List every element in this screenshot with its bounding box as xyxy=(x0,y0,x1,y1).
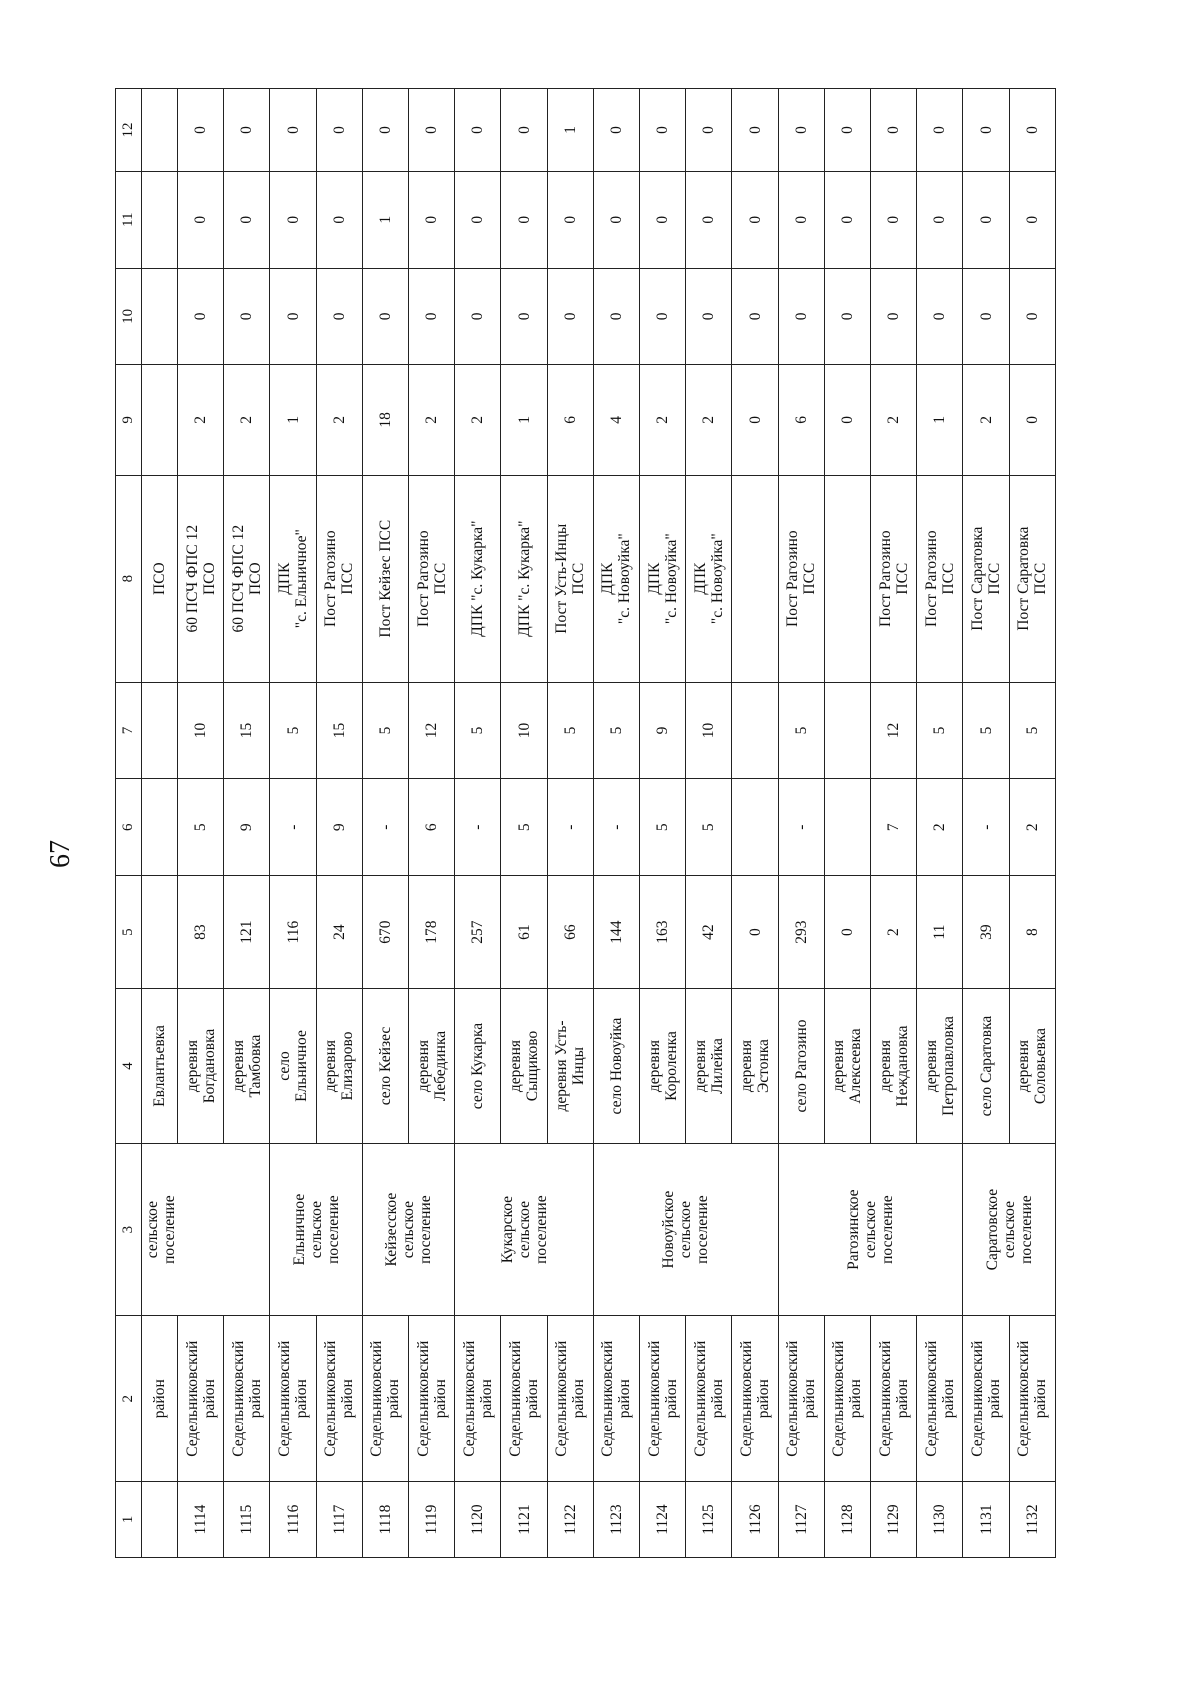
cell-value: 0 xyxy=(824,876,870,989)
cell-value: 0 xyxy=(316,268,362,365)
cell-value: 0 xyxy=(547,171,593,268)
cell-fire-unit: Пост Саратовка ПСС xyxy=(1009,475,1055,682)
cell-row-number: 1114 xyxy=(178,1482,224,1558)
cell-value xyxy=(142,89,178,172)
cell-value: 10 xyxy=(501,682,547,779)
cell-value: 6 xyxy=(547,365,593,475)
cell-value xyxy=(824,682,870,779)
cell-value: 0 xyxy=(732,89,778,172)
cell-locality: деревня Соловьевка xyxy=(1009,989,1055,1144)
cell-locality: деревня Эстонка xyxy=(732,989,778,1144)
cell-locality: Евлантьевка xyxy=(142,989,178,1144)
cell-value: 5 xyxy=(778,682,824,779)
cell-value: 2 xyxy=(178,365,224,475)
cell-row-number: 1119 xyxy=(409,1482,455,1558)
cell-value: 11 xyxy=(917,876,963,989)
column-number: 12 xyxy=(116,89,142,172)
table-row xyxy=(732,89,778,1558)
cell-value: 1 xyxy=(362,171,408,268)
cell-value: 0 xyxy=(178,171,224,268)
cell-district: Седельниковский район xyxy=(178,1316,224,1482)
table-row xyxy=(316,89,362,1558)
cell-value: 0 xyxy=(963,89,1009,172)
cell-value: 61 xyxy=(501,876,547,989)
cell-row-number: 1121 xyxy=(501,1482,547,1558)
cell-locality: деревня Лебединка xyxy=(409,989,455,1144)
cell-value: 12 xyxy=(871,682,917,779)
cell-value: 0 xyxy=(871,268,917,365)
cell-fire-unit: Пост Рагозино ПСС xyxy=(409,475,455,682)
cell-value: 0 xyxy=(963,171,1009,268)
cell-row-number: 1125 xyxy=(686,1482,732,1558)
continuation-row xyxy=(142,89,178,1558)
column-number: 5 xyxy=(116,876,142,989)
cell-value: 0 xyxy=(501,268,547,365)
cell-value: - xyxy=(362,779,408,876)
cell-value: - xyxy=(778,779,824,876)
cell-value: 0 xyxy=(1009,89,1055,172)
cell-value: 18 xyxy=(362,365,408,475)
cell-fire-unit xyxy=(824,475,870,682)
cell-value: 2 xyxy=(316,365,362,475)
table-row xyxy=(778,89,824,1558)
cell-value: 2 xyxy=(224,365,270,475)
cell-fire-unit: ДПК "с. Кукарка" xyxy=(501,475,547,682)
cell-locality: село Рагозино xyxy=(778,989,824,1144)
cell-value: 2 xyxy=(409,365,455,475)
cell-row-number: 1128 xyxy=(824,1482,870,1558)
table-row xyxy=(270,89,316,1558)
cell-value: 5 xyxy=(963,682,1009,779)
cell-locality: село Саратовка xyxy=(963,989,1009,1144)
cell-district: Седельниковский район xyxy=(686,1316,732,1482)
table-row xyxy=(871,89,917,1558)
cell-value: 42 xyxy=(686,876,732,989)
cell-value: 2 xyxy=(686,365,732,475)
cell-value: 0 xyxy=(409,89,455,172)
cell-value: 12 xyxy=(409,682,455,779)
cell-locality: деревня Богдановка xyxy=(178,989,224,1144)
cell-value: 0 xyxy=(732,171,778,268)
table-row xyxy=(686,89,732,1558)
cell-value: 2 xyxy=(455,365,501,475)
cell-value: 5 xyxy=(270,682,316,779)
cell-district: Седельниковский район xyxy=(732,1316,778,1482)
cell-value: - xyxy=(963,779,1009,876)
cell-row-number: 1126 xyxy=(732,1482,778,1558)
cell-value: 0 xyxy=(224,171,270,268)
cell-locality: деревня Неждановка xyxy=(871,989,917,1144)
cell-district: Седельниковский район xyxy=(270,1316,316,1482)
cell-value: 178 xyxy=(409,876,455,989)
cell-locality: деревня Лилейка xyxy=(686,989,732,1144)
cell-district: Седельниковский район xyxy=(316,1316,362,1482)
cell-value: 0 xyxy=(686,268,732,365)
cell-value: 0 xyxy=(917,268,963,365)
cell-row-number: 1123 xyxy=(593,1482,639,1558)
cell-value xyxy=(142,876,178,989)
cell-value: 0 xyxy=(409,171,455,268)
table-row xyxy=(640,89,686,1558)
cell-value: 0 xyxy=(270,268,316,365)
table-row xyxy=(178,89,224,1558)
cell-value: 0 xyxy=(824,89,870,172)
cell-value: 0 xyxy=(270,171,316,268)
cell-value: 5 xyxy=(640,779,686,876)
cell-value: 24 xyxy=(316,876,362,989)
cell-value: 6 xyxy=(778,365,824,475)
cell-row-number xyxy=(142,1482,178,1558)
cell-value: 121 xyxy=(224,876,270,989)
cell-row-number: 1116 xyxy=(270,1482,316,1558)
cell-value: 5 xyxy=(178,779,224,876)
cell-value: 83 xyxy=(178,876,224,989)
cell-value: 8 xyxy=(1009,876,1055,989)
cell-settlement: Рагозинское сельское поселение xyxy=(778,1143,963,1316)
cell-row-number: 1127 xyxy=(778,1482,824,1558)
page-number: 67 xyxy=(45,840,76,868)
cell-row-number: 1120 xyxy=(455,1482,501,1558)
cell-value xyxy=(732,779,778,876)
cell-value: 2 xyxy=(1009,779,1055,876)
cell-locality: село Новоуйка xyxy=(593,989,639,1144)
cell-fire-unit: 60 ПСЧ ФПС 12 ПСО xyxy=(224,475,270,682)
cell-district: Седельниковский район xyxy=(640,1316,686,1482)
cell-fire-unit: ДПК "с. Новоуйка" xyxy=(593,475,639,682)
cell-value: 0 xyxy=(824,365,870,475)
table-row xyxy=(224,89,270,1558)
cell-value: - xyxy=(270,779,316,876)
column-number: 11 xyxy=(116,171,142,268)
cell-fire-unit: Пост Рагозино ПСС xyxy=(917,475,963,682)
cell-value: 2 xyxy=(640,365,686,475)
cell-value: 0 xyxy=(316,89,362,172)
cell-value xyxy=(142,171,178,268)
cell-value: 0 xyxy=(640,268,686,365)
table-row xyxy=(963,89,1009,1558)
column-number: 8 xyxy=(116,475,142,682)
rotated-table-container xyxy=(115,88,1055,1558)
cell-row-number: 1129 xyxy=(871,1482,917,1558)
cell-value: 0 xyxy=(824,268,870,365)
cell-value: 1 xyxy=(917,365,963,475)
cell-district: Седельниковский район xyxy=(455,1316,501,1482)
cell-value: 5 xyxy=(917,682,963,779)
cell-value: 0 xyxy=(270,89,316,172)
cell-fire-unit: ДПК "с. Новоуйка" xyxy=(640,475,686,682)
cell-value: 0 xyxy=(778,268,824,365)
cell-value: 15 xyxy=(224,682,270,779)
cell-value: 0 xyxy=(362,89,408,172)
cell-value: 0 xyxy=(732,876,778,989)
table-row xyxy=(501,89,547,1558)
cell-value: 0 xyxy=(409,268,455,365)
column-number: 2 xyxy=(116,1316,142,1482)
cell-value: 0 xyxy=(732,365,778,475)
cell-locality: деревня Елизарово xyxy=(316,989,362,1144)
cell-value: 0 xyxy=(593,171,639,268)
cell-value: 0 xyxy=(686,171,732,268)
cell-value: 4 xyxy=(593,365,639,475)
cell-row-number: 1122 xyxy=(547,1482,593,1558)
cell-value: 293 xyxy=(778,876,824,989)
cell-value: 2 xyxy=(871,876,917,989)
cell-locality: деревня Усть- Инцы xyxy=(547,989,593,1144)
cell-value: 0 xyxy=(640,89,686,172)
column-number: 3 xyxy=(116,1143,142,1316)
cell-value xyxy=(142,268,178,365)
cell-value: 9 xyxy=(316,779,362,876)
cell-district: Седельниковский район xyxy=(1009,1316,1055,1482)
cell-value: 0 xyxy=(362,268,408,365)
cell-value: 0 xyxy=(917,171,963,268)
cell-fire-unit: ПСО xyxy=(142,475,178,682)
cell-value: 10 xyxy=(686,682,732,779)
table-row xyxy=(1009,89,1055,1558)
cell-fire-unit: ДПК "с. Ельничное" xyxy=(270,475,316,682)
cell-value: 1 xyxy=(547,89,593,172)
cell-value xyxy=(824,779,870,876)
cell-value: 0 xyxy=(455,268,501,365)
cell-value: 0 xyxy=(1009,365,1055,475)
cell-district: Седельниковский район xyxy=(871,1316,917,1482)
column-number: 4 xyxy=(116,989,142,1144)
cell-district: Седельниковский район xyxy=(917,1316,963,1482)
cell-value: 0 xyxy=(178,89,224,172)
cell-value: 5 xyxy=(547,682,593,779)
cell-value: 5 xyxy=(686,779,732,876)
cell-locality: село Кейзес xyxy=(362,989,408,1144)
cell-value: 0 xyxy=(871,171,917,268)
cell-row-number: 1131 xyxy=(963,1482,1009,1558)
cell-value: 0 xyxy=(871,89,917,172)
cell-locality: деревня Тамбовка xyxy=(224,989,270,1144)
column-number: 10 xyxy=(116,268,142,365)
table-row xyxy=(824,89,870,1558)
cell-settlement: сельское поселение xyxy=(142,1143,270,1316)
cell-fire-unit: Пост Рагозино ПСС xyxy=(316,475,362,682)
cell-value: 6 xyxy=(409,779,455,876)
cell-value: 7 xyxy=(871,779,917,876)
cell-value: 0 xyxy=(224,268,270,365)
cell-value: 163 xyxy=(640,876,686,989)
cell-value: 5 xyxy=(593,682,639,779)
cell-row-number: 1118 xyxy=(362,1482,408,1558)
cell-value: 0 xyxy=(316,171,362,268)
cell-fire-unit: Пост Рагозино ПСС xyxy=(871,475,917,682)
cell-value: 0 xyxy=(824,171,870,268)
table-row xyxy=(547,89,593,1558)
cell-value xyxy=(142,365,178,475)
column-number: 9 xyxy=(116,365,142,475)
cell-value: 0 xyxy=(778,171,824,268)
cell-locality: деревня Короленка xyxy=(640,989,686,1144)
cell-value xyxy=(732,682,778,779)
cell-district: Седельниковский район xyxy=(593,1316,639,1482)
data-table xyxy=(115,88,1056,1558)
cell-value: 1 xyxy=(501,365,547,475)
cell-value: 670 xyxy=(362,876,408,989)
cell-fire-unit: Пост Рагозино ПСС xyxy=(778,475,824,682)
cell-value: 2 xyxy=(917,779,963,876)
cell-value: 15 xyxy=(316,682,362,779)
cell-value: 0 xyxy=(963,268,1009,365)
cell-settlement: Кукарское сельское поселение xyxy=(455,1143,594,1316)
cell-value: 0 xyxy=(778,89,824,172)
cell-district: Седельниковский район xyxy=(362,1316,408,1482)
table-row xyxy=(409,89,455,1558)
cell-value: 144 xyxy=(593,876,639,989)
column-number: 6 xyxy=(116,779,142,876)
column-number: 7 xyxy=(116,682,142,779)
cell-value: 1 xyxy=(270,365,316,475)
cell-locality: село Кукарка xyxy=(455,989,501,1144)
column-number: 1 xyxy=(116,1482,142,1558)
cell-fire-unit: ДПК "с. Кукарка" xyxy=(455,475,501,682)
cell-value: - xyxy=(593,779,639,876)
cell-value: 0 xyxy=(1009,268,1055,365)
cell-value: 0 xyxy=(686,89,732,172)
cell-fire-unit: ДПК "с. Новоуйка" xyxy=(686,475,732,682)
cell-row-number: 1124 xyxy=(640,1482,686,1558)
cell-value: 0 xyxy=(640,171,686,268)
cell-locality: деревня Сыщиково xyxy=(501,989,547,1144)
cell-district: Седельниковский район xyxy=(409,1316,455,1482)
cell-row-number: 1115 xyxy=(224,1482,270,1558)
cell-value: 0 xyxy=(178,268,224,365)
cell-row-number: 1132 xyxy=(1009,1482,1055,1558)
cell-value: 9 xyxy=(224,779,270,876)
cell-value: 5 xyxy=(362,682,408,779)
cell-district: Седельниковский район xyxy=(547,1316,593,1482)
column-number-row xyxy=(116,89,142,1558)
cell-district: Седельниковский район xyxy=(224,1316,270,1482)
cell-value: - xyxy=(547,779,593,876)
cell-row-number: 1117 xyxy=(316,1482,362,1558)
cell-settlement: Новоуйское сельское поселение xyxy=(593,1143,778,1316)
cell-fire-unit: Пост Саратовка ПСС xyxy=(963,475,1009,682)
cell-value: 0 xyxy=(224,89,270,172)
cell-locality: деревня Алексеевка xyxy=(824,989,870,1144)
cell-value: 39 xyxy=(963,876,1009,989)
cell-value: 66 xyxy=(547,876,593,989)
cell-value: 10 xyxy=(178,682,224,779)
cell-value: 0 xyxy=(455,171,501,268)
cell-fire-unit: Пост Кейзес ПСС xyxy=(362,475,408,682)
cell-value: 0 xyxy=(1009,171,1055,268)
cell-settlement: Ельничное сельское поселение xyxy=(270,1143,362,1316)
cell-value: 257 xyxy=(455,876,501,989)
cell-value xyxy=(142,779,178,876)
cell-value: 0 xyxy=(501,171,547,268)
cell-value: 5 xyxy=(1009,682,1055,779)
cell-value: 2 xyxy=(963,365,1009,475)
cell-district: район xyxy=(142,1316,178,1482)
cell-fire-unit: 60 ПСЧ ФПС 12 ПСО xyxy=(178,475,224,682)
cell-value: 5 xyxy=(501,779,547,876)
cell-value: 0 xyxy=(593,268,639,365)
cell-value: - xyxy=(455,779,501,876)
table-row xyxy=(593,89,639,1558)
cell-value: 5 xyxy=(455,682,501,779)
cell-value: 0 xyxy=(455,89,501,172)
cell-value: 0 xyxy=(917,89,963,172)
table-row xyxy=(362,89,408,1558)
cell-value: 0 xyxy=(732,268,778,365)
cell-district: Седельниковский район xyxy=(824,1316,870,1482)
table-row xyxy=(917,89,963,1558)
cell-locality: деревня Петропавловка xyxy=(917,989,963,1144)
cell-row-number: 1130 xyxy=(917,1482,963,1558)
cell-settlement: Кейзесское сельское поселение xyxy=(362,1143,454,1316)
table-row xyxy=(455,89,501,1558)
cell-district: Седельниковский район xyxy=(501,1316,547,1482)
cell-value: 0 xyxy=(547,268,593,365)
cell-value xyxy=(142,682,178,779)
cell-value: 2 xyxy=(871,365,917,475)
cell-value: 116 xyxy=(270,876,316,989)
cell-fire-unit: Пост Усть-Инцы ПСС xyxy=(547,475,593,682)
cell-locality: село Ельничное xyxy=(270,989,316,1144)
cell-district: Седельниковский район xyxy=(963,1316,1009,1482)
cell-district: Седельниковский район xyxy=(778,1316,824,1482)
cell-fire-unit xyxy=(732,475,778,682)
cell-value: 0 xyxy=(501,89,547,172)
cell-value: 0 xyxy=(593,89,639,172)
cell-settlement: Саратовское сельское поселение xyxy=(963,1143,1055,1316)
cell-value: 9 xyxy=(640,682,686,779)
